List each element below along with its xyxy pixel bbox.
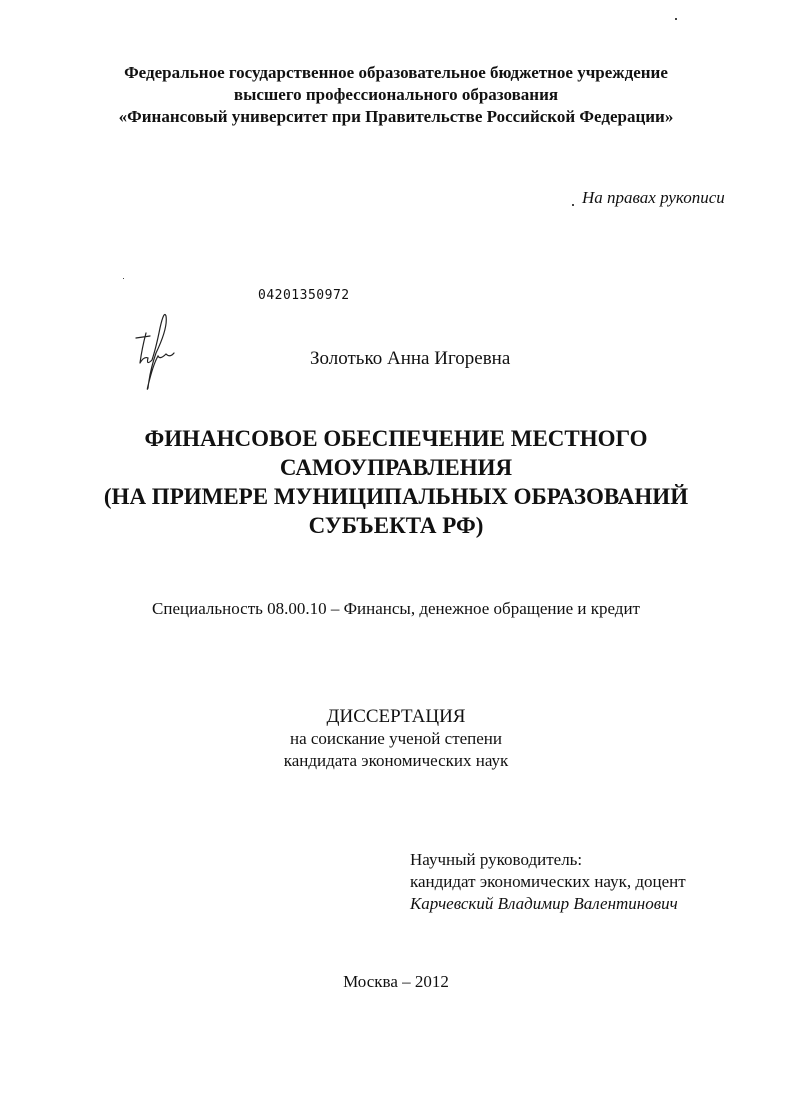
institution-header — [0, 62, 792, 128]
supervisor-name: Карчевский Владимир Валентинович — [410, 894, 678, 913]
dissertation-title — [0, 424, 792, 540]
scan-speck — [675, 18, 677, 20]
degree-line-1: на соискание ученой степени — [289, 729, 503, 748]
document-code: 04201350972 — [258, 288, 350, 303]
signature-icon — [126, 308, 186, 393]
supervisor-label: Научный руководитель: — [410, 850, 583, 869]
author-name: Золотько Анна Игоревна — [310, 348, 511, 369]
degree-line-2: кандидата экономических наук — [283, 751, 509, 770]
scan-speck — [572, 204, 574, 206]
institution-line-1: Федеральное государственное образовательное бюджетное учреждение — [124, 63, 668, 82]
title-line-2: САМОУПРАВЛЕНИЯ — [279, 455, 513, 480]
institution-line-2: высшего профессионального образования — [233, 85, 559, 104]
supervisor-block — [410, 849, 686, 915]
title-line-3: (НА ПРИМЕРЕ МУНИЦИПАЛЬНЫХ ОБРАЗОВАНИЙ — [103, 484, 689, 509]
specialty: Специальность 08.00.10 – Финансы, денежное обращение и кредит — [152, 599, 640, 618]
scan-speck — [123, 278, 124, 279]
dissertation-degree — [0, 706, 792, 772]
title-line-4: СУБЪЕКТА РФ) — [308, 513, 484, 538]
city-year: Москва – 2012 — [343, 972, 449, 991]
institution-line-3: «Финансовый университет при Правительстве Российской Федерации» — [118, 107, 674, 126]
dissertation-type: ДИССЕРТАЦИЯ — [326, 706, 466, 727]
manuscript-note: На правах рукописи — [582, 188, 725, 207]
supervisor-degree: кандидат экономических наук, доцент — [410, 872, 686, 891]
title-line-1: ФИНАНСОВОЕ ОБЕСПЕЧЕНИЕ МЕСТНОГО — [144, 426, 648, 451]
